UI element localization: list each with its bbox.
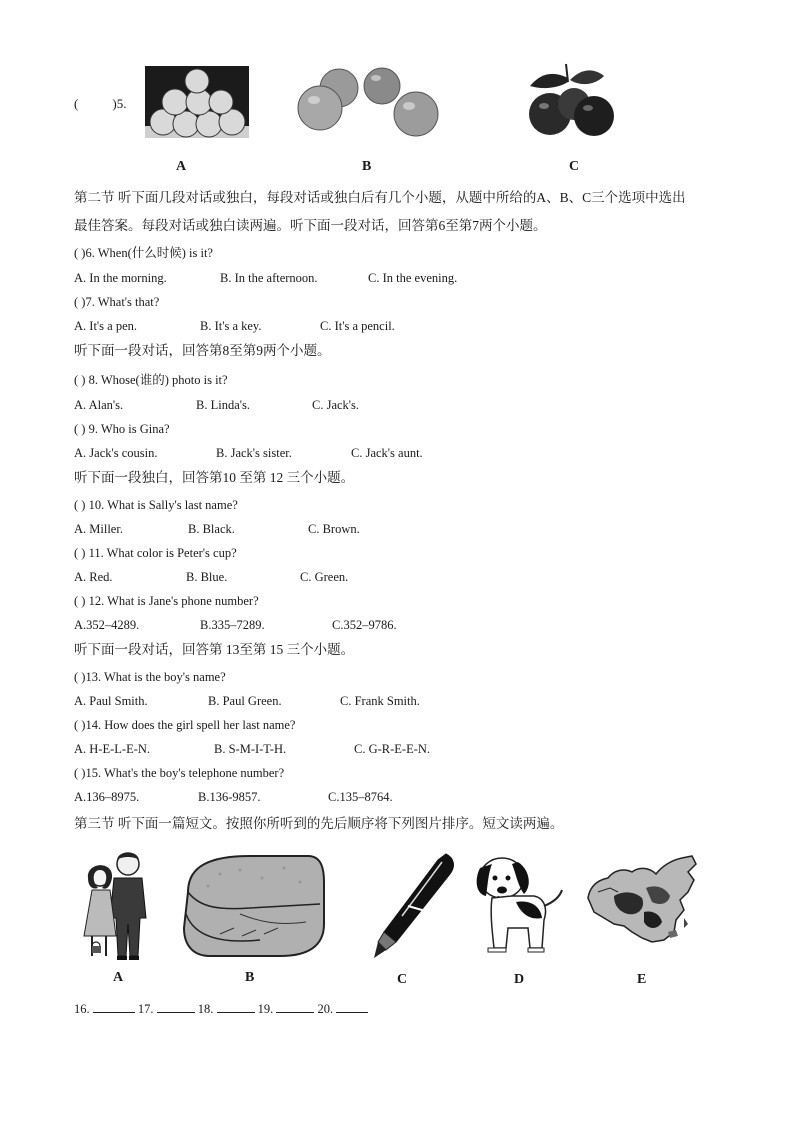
picture-label-d: D — [514, 972, 525, 987]
question-9-stem: ( ) 9. Who is Gina? — [74, 422, 170, 436]
oranges-pyramid-image — [145, 66, 249, 138]
question-6-option-a: A. In the morning. — [74, 271, 167, 285]
answer-blanks-row — [74, 1000, 368, 1017]
q5-bracket-open: ( — [74, 96, 79, 111]
answer-label-18: 18. — [197, 1002, 214, 1016]
question-6-option-b: B. In the afternoon. — [220, 271, 318, 285]
question-12-option-c: C.352–9786. — [332, 618, 397, 632]
q5-option-c: C — [569, 159, 580, 174]
answer-label-20: 20. — [317, 1002, 334, 1016]
group-2-heading: 听下面一段对话，回答第8至第9两个小题。 — [74, 343, 331, 358]
question-15-option-a: A.136–8975. — [74, 790, 140, 804]
question-13-option-c: C. Frank Smith. — [340, 694, 420, 708]
answer-label-17: 17. — [137, 1002, 154, 1016]
tangerines-image — [522, 60, 618, 140]
question-11-option-c: C. Green. — [300, 570, 349, 584]
pen-image — [362, 850, 458, 960]
question-11-option-a: A. Red. — [74, 570, 113, 584]
question-13-stem: ( )13. What is the boy's name? — [74, 670, 226, 684]
answer-blank-16[interactable] — [93, 1000, 135, 1013]
question-13-option-a: A. Paul Smith. — [74, 694, 148, 708]
picture-label-a: A — [113, 970, 124, 985]
question-10-option-b: B. Black. — [188, 522, 235, 536]
question-8-stem: ( ) 8. Whose(谁的) photo is it? — [74, 373, 228, 387]
dog-image — [472, 850, 570, 958]
question-8-option-b: B. Linda's. — [196, 398, 250, 412]
section2-intro-line1: 第二节 听下面几段对话或独白，每段对话或独白后有几个小题，从题中所给的A、B、C三个选项中选出 — [74, 190, 686, 205]
question-10-stem: ( ) 10. What is Sally's last name? — [74, 498, 238, 512]
china-map-image — [584, 852, 702, 948]
couple-image — [80, 848, 154, 964]
question-6-option-c: C. In the evening. — [368, 271, 458, 285]
question-15-option-b: B.136-9857. — [198, 790, 261, 804]
question-9-option-c: C. Jack's aunt. — [351, 446, 423, 460]
answer-blank-20[interactable] — [336, 1000, 368, 1013]
question-7-option-a: A. It's a pen. — [74, 319, 138, 333]
answer-label-19: 19. — [257, 1002, 274, 1016]
section3-intro: 第三节 听下面一篇短文。按照你所听到的先后顺序将下列图片排序。短文读两遍。 — [74, 816, 564, 831]
question-12-option-a: A.352–4289. — [74, 618, 140, 632]
question-9-option-b: B. Jack's sister. — [216, 446, 292, 460]
apples-image — [294, 66, 442, 138]
group-3-heading: 听下面一段独白，回答第10 至第 12 三个小题。 — [74, 470, 355, 485]
question-12-stem: ( ) 12. What is Jane's phone number? — [74, 594, 259, 608]
picture-label-c: C — [397, 972, 408, 987]
question-12-option-b: B.335–7289. — [200, 618, 265, 632]
question-10-option-a: A. Miller. — [74, 522, 123, 536]
question-7-option-b: B. It's a key. — [200, 319, 262, 333]
question-14-option-a: A. H-E-L-E-N. — [74, 742, 151, 756]
question-9-option-a: A. Jack's cousin. — [74, 446, 158, 460]
answer-blank-19[interactable] — [276, 1000, 314, 1013]
question-11-option-b: B. Blue. — [186, 570, 228, 584]
q5-option-b: B — [362, 159, 372, 174]
question-7-stem: ( )7. What's that? — [74, 295, 160, 309]
section2-intro-line2: 最佳答案。每段对话或独白读两遍。听下面一段对话，回答第6至第7两个小题。 — [74, 218, 547, 233]
group-4-heading: 听下面一段对话，回答第 13至第 15 三个小题。 — [74, 642, 355, 657]
q5-row — [74, 96, 126, 112]
answer-label-16: 16. — [74, 1002, 90, 1016]
picture-label-b: B — [245, 970, 255, 985]
q5-option-a: A — [176, 159, 187, 174]
picture-label-e: E — [637, 972, 647, 987]
question-15-option-c: C.135–8764. — [328, 790, 393, 804]
question-13-option-b: B. Paul Green. — [208, 694, 282, 708]
question-8-option-c: C. Jack's. — [312, 398, 360, 412]
q5-number: 5. — [116, 96, 127, 111]
question-8-option-a: A. Alan's. — [74, 398, 124, 412]
q5-bracket-close: ) — [112, 96, 117, 111]
question-15-stem: ( )15. What's the boy's telephone number? — [74, 766, 285, 780]
question-11-stem: ( ) 11. What color is Peter's cup? — [74, 546, 237, 560]
question-14-stem: ( )14. How does the girl spell her last name? — [74, 718, 296, 732]
question-14-option-c: C. G-R-E-E-N. — [354, 742, 431, 756]
answer-blank-17[interactable] — [157, 1000, 195, 1013]
answer-blank-18[interactable] — [217, 1000, 255, 1013]
question-6-stem: ( )6. When(什么时候) is it? — [74, 246, 213, 260]
question-14-option-b: B. S-M-I-T-H. — [214, 742, 287, 756]
question-10-option-c: C. Brown. — [308, 522, 360, 536]
question-7-option-c: C. It's a pencil. — [320, 319, 395, 333]
quilt-image — [180, 852, 326, 960]
